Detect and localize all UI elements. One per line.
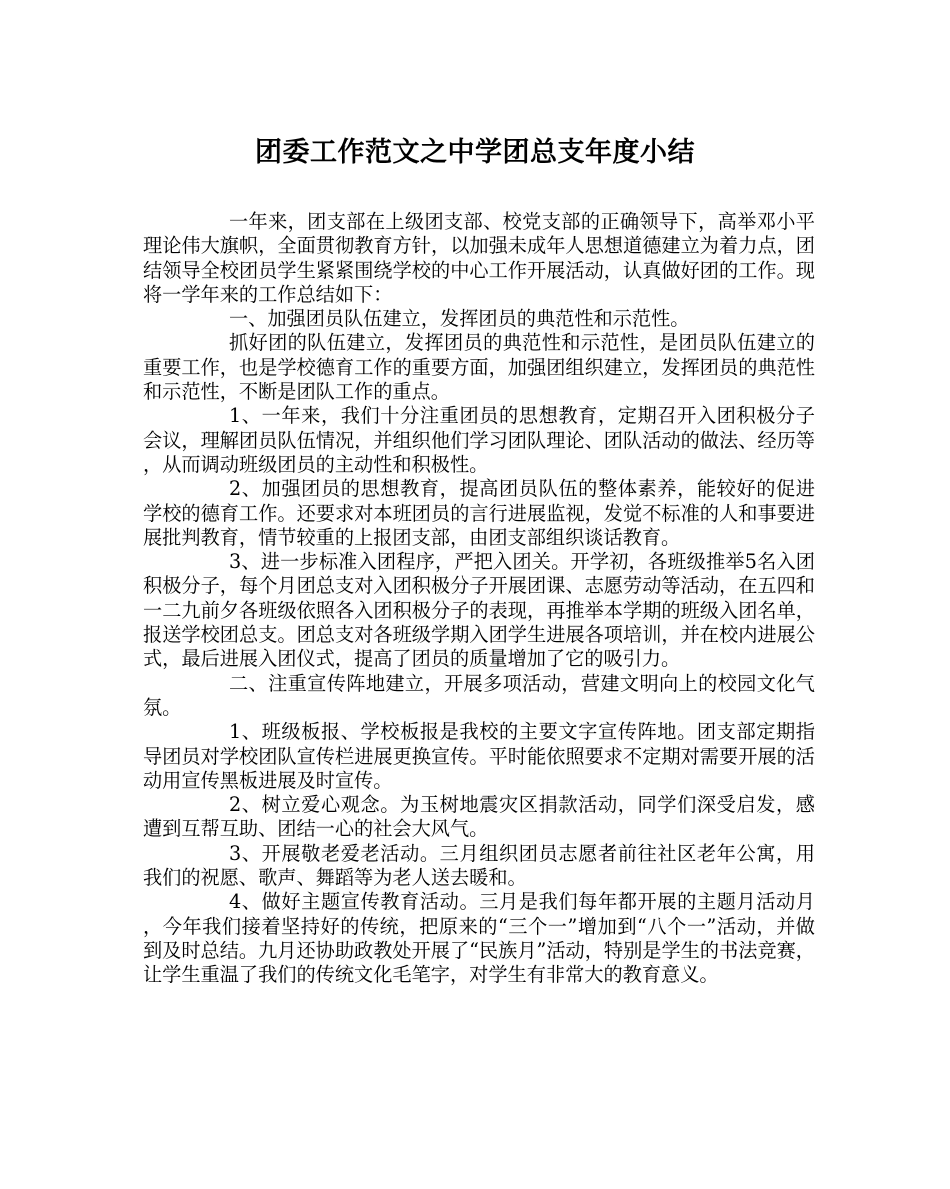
paragraph-section-1-item-2: 2、加强团员的思想教育，提高团员队伍的整体素养，能较好的促进学校的德育工作。还要求对本班团员的言行进展监视，发觉不标准的人和事要进展批判教育，情节较重的上报团支部，由团支部组织谈话教育。: [143, 477, 815, 549]
paragraph-section-1-overview: 抓好团的队伍建立，发挥团员的典范性和示范性，是团员队伍建立的重要工作，也是学校德育工作的重要方面，加强团组织建立，发挥团员的典范性和示范性，不断是团队工作的重点。: [143, 331, 815, 404]
paragraph-intro: 一年来，团支部在上级团支部、校党支部的正确领导下，高举邓小平理论伟大旗帜，全面贯彻教育方针，以加强未成年人思想道德建立为着力点，团结领导全校团员学生紧紧围绕学校的中心工作开展活动，认真做好团的工作。现将一学年来的工作总结如下：: [143, 210, 815, 306]
section-heading-1: 一、加强团员队伍建立，发挥团员的典范性和示范性。: [229, 307, 690, 331]
section-heading-2: 二、注重宣传阵地建立，开展多项活动，营建文明向上的校园文化气氛。: [143, 671, 815, 719]
paragraph-section-2-item-4: 4、做好主题宣传教育活动。三月是我们每年都开展的主题月活动月，今年我们接着坚持好的传统，把原来的“三个一”增加到“八个一”活动，并做到及时总结。九月还协助政教处开展了“民族月”活动，特别是学生的书法竞赛，让学生重温了我们的传统文化毛笔字，对学生有非常大的教育意义。: [143, 890, 815, 987]
document-body: [143, 210, 815, 988]
paragraph-section-2-item-2: 2、树立爱心观念。为玉树地震灾区捐款活动，同学们深受启发，感遭到互帮互助、团结一心的社会大风气。: [143, 793, 815, 841]
document-title: 团委工作范文之中学团总支年度小结: [255, 137, 695, 168]
paragraph-section-2-item-1: 1、班级板报、学校板报是我校的主要文字宣传阵地。团支部定期指导团员对学校团队宣传栏进展更换宣传。平时能依照要求不定期对需要开展的活动用宣传黑板进展及时宣传。: [143, 720, 815, 792]
paragraph-section-1-item-1: 1、一年来，我们十分注重团员的思想教育，定期召开入团积极分子会议，理解团员队伍情况，并组织他们学习团队理论、团队活动的做法、经历等，从而调动班级团员的主动性和积极性。: [143, 404, 815, 476]
paragraph-section-1-item-3: 3、进一步标准入团程序，严把入团关。开学初，各班级推举5名入团积极分子，每个月团总支对入团积极分子开展团课、志愿劳动等活动，在五四和一二九前夕各班级依照各入团积极分子的表现，再推举本学期的班级入团名单，报送学校团总支。团总支对各班级学期入团学生进展各项培训，并在校内进展公式，最后进展入团仪式，提高了团员的质量增加了它的吸引力。: [143, 550, 815, 671]
paragraph-section-2-item-3: 3、开展敬老爱老活动。三月组织团员志愿者前往社区老年公寓，用我们的祝愿、歌声、舞蹈等为老人送去暖和。: [143, 841, 815, 890]
